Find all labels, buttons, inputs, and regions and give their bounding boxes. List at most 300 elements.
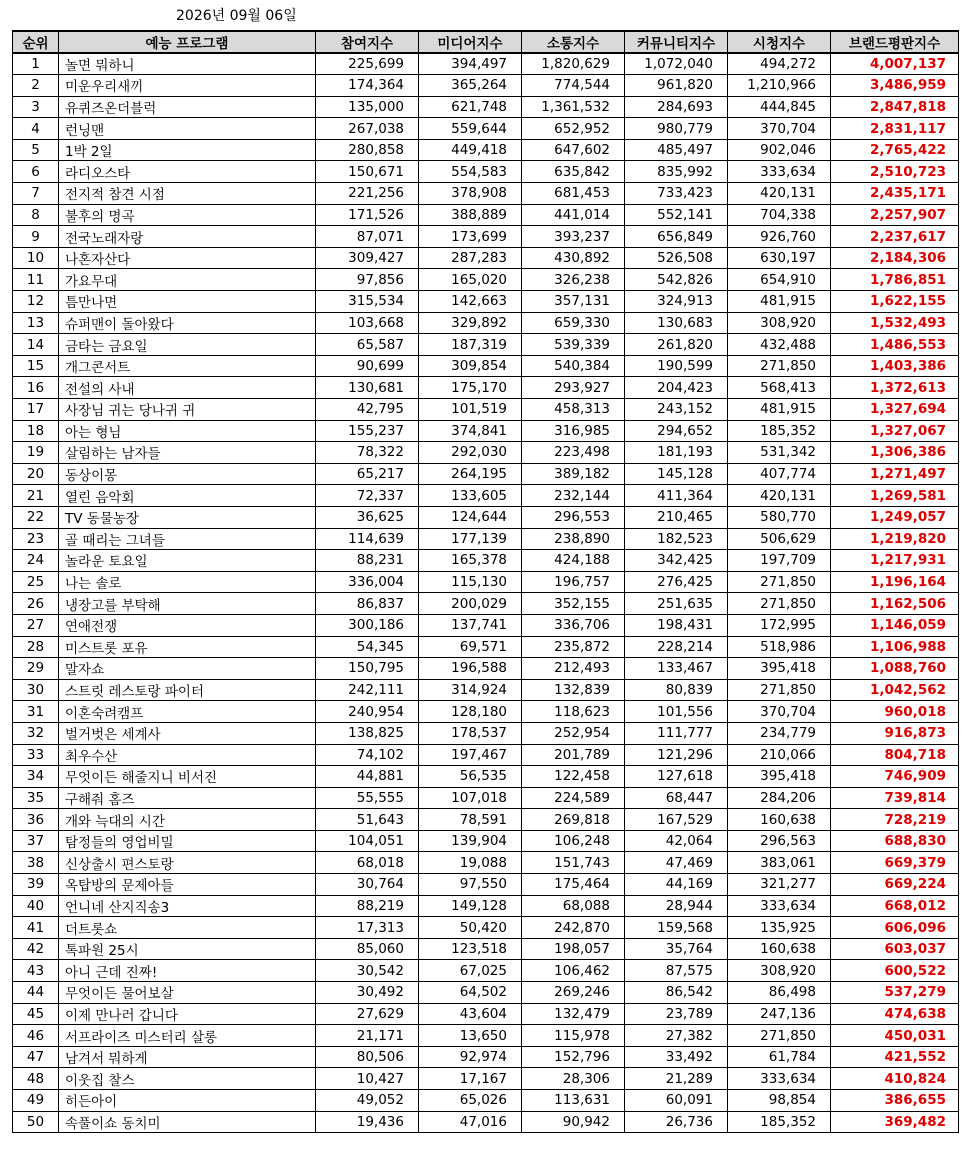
media-cell: 149,128 bbox=[419, 895, 522, 917]
viewing-cell: 160,638 bbox=[728, 809, 831, 831]
communication-cell: 458,313 bbox=[522, 399, 625, 421]
brand-reputation-cell: 603,037 bbox=[831, 938, 959, 960]
participation-cell: 19,436 bbox=[316, 1111, 419, 1133]
community-cell: 228,214 bbox=[625, 636, 728, 658]
participation-cell: 80,506 bbox=[316, 1046, 419, 1068]
media-cell: 374,841 bbox=[419, 420, 522, 442]
program-name-cell: 아는 형님 bbox=[59, 420, 316, 442]
communication-cell: 28,306 bbox=[522, 1068, 625, 1090]
table-row bbox=[13, 550, 959, 572]
communication-cell: 106,462 bbox=[522, 960, 625, 982]
participation-cell: 221,256 bbox=[316, 183, 419, 205]
table-row bbox=[13, 658, 959, 680]
brand-reputation-cell: 1,106,988 bbox=[831, 636, 959, 658]
communication-cell: 252,954 bbox=[522, 722, 625, 744]
community-cell: 101,556 bbox=[625, 701, 728, 723]
brand-reputation-cell: 450,031 bbox=[831, 1025, 959, 1047]
media-cell: 394,497 bbox=[419, 53, 522, 75]
viewing-cell: 284,206 bbox=[728, 787, 831, 809]
brand-reputation-cell: 916,873 bbox=[831, 722, 959, 744]
header-brand-reputation: 브랜드평판지수 bbox=[831, 31, 959, 53]
brand-reputation-cell: 728,219 bbox=[831, 809, 959, 831]
table-row bbox=[13, 204, 959, 226]
participation-cell: 65,587 bbox=[316, 334, 419, 356]
community-cell: 342,425 bbox=[625, 550, 728, 572]
rank-cell: 16 bbox=[13, 377, 59, 399]
rank-cell: 7 bbox=[13, 183, 59, 205]
participation-cell: 72,337 bbox=[316, 485, 419, 507]
community-cell: 127,618 bbox=[625, 766, 728, 788]
community-cell: 198,431 bbox=[625, 614, 728, 636]
viewing-cell: 481,915 bbox=[728, 291, 831, 313]
community-cell: 23,789 bbox=[625, 1003, 728, 1025]
media-cell: 388,889 bbox=[419, 204, 522, 226]
media-cell: 554,583 bbox=[419, 161, 522, 183]
rank-cell: 40 bbox=[13, 895, 59, 917]
participation-cell: 300,186 bbox=[316, 614, 419, 636]
community-cell: 204,423 bbox=[625, 377, 728, 399]
rank-cell: 23 bbox=[13, 528, 59, 550]
community-cell: 552,141 bbox=[625, 204, 728, 226]
viewing-cell: 333,634 bbox=[728, 895, 831, 917]
header-community: 커뮤니티지수 bbox=[625, 31, 728, 53]
table-row bbox=[13, 852, 959, 874]
program-name-cell: 1박 2일 bbox=[59, 139, 316, 161]
rank-cell: 9 bbox=[13, 226, 59, 248]
media-cell: 78,591 bbox=[419, 809, 522, 831]
brand-reputation-cell: 739,814 bbox=[831, 787, 959, 809]
table-row bbox=[13, 766, 959, 788]
rank-cell: 37 bbox=[13, 830, 59, 852]
communication-cell: 659,330 bbox=[522, 312, 625, 334]
viewing-cell: 1,210,966 bbox=[728, 75, 831, 97]
brand-reputation-cell: 1,786,851 bbox=[831, 269, 959, 291]
community-cell: 526,508 bbox=[625, 247, 728, 269]
media-cell: 329,892 bbox=[419, 312, 522, 334]
communication-cell: 441,014 bbox=[522, 204, 625, 226]
participation-cell: 78,322 bbox=[316, 442, 419, 464]
rank-cell: 47 bbox=[13, 1046, 59, 1068]
table-row bbox=[13, 571, 959, 593]
media-cell: 139,904 bbox=[419, 830, 522, 852]
viewing-cell: 296,563 bbox=[728, 830, 831, 852]
media-cell: 187,319 bbox=[419, 334, 522, 356]
table-row bbox=[13, 830, 959, 852]
viewing-cell: 370,704 bbox=[728, 701, 831, 723]
table-row bbox=[13, 1111, 959, 1133]
participation-cell: 130,681 bbox=[316, 377, 419, 399]
table-row bbox=[13, 1025, 959, 1047]
community-cell: 133,467 bbox=[625, 658, 728, 680]
community-cell: 485,497 bbox=[625, 139, 728, 161]
media-cell: 165,020 bbox=[419, 269, 522, 291]
program-name-cell: 놀라운 토요일 bbox=[59, 550, 316, 572]
communication-cell: 196,757 bbox=[522, 571, 625, 593]
community-cell: 210,465 bbox=[625, 506, 728, 528]
community-cell: 181,193 bbox=[625, 442, 728, 464]
brand-reputation-cell: 474,638 bbox=[831, 1003, 959, 1025]
program-name-cell: 스트릿 레스토랑 파이터 bbox=[59, 679, 316, 701]
participation-cell: 85,060 bbox=[316, 938, 419, 960]
brand-reputation-cell: 2,510,723 bbox=[831, 161, 959, 183]
communication-cell: 316,985 bbox=[522, 420, 625, 442]
table-row bbox=[13, 247, 959, 269]
rank-cell: 35 bbox=[13, 787, 59, 809]
rank-cell: 29 bbox=[13, 658, 59, 680]
brand-reputation-cell: 2,765,422 bbox=[831, 139, 959, 161]
media-cell: 50,420 bbox=[419, 917, 522, 939]
participation-cell: 336,004 bbox=[316, 571, 419, 593]
table-row bbox=[13, 183, 959, 205]
program-name-cell: 골 때리는 그녀들 bbox=[59, 528, 316, 550]
media-cell: 65,026 bbox=[419, 1090, 522, 1112]
brand-reputation-cell: 1,217,931 bbox=[831, 550, 959, 572]
program-name-cell: 개와 늑대의 시간 bbox=[59, 809, 316, 831]
brand-reputation-cell: 2,831,117 bbox=[831, 118, 959, 140]
brand-reputation-cell: 960,018 bbox=[831, 701, 959, 723]
brand-reputation-cell: 1,196,164 bbox=[831, 571, 959, 593]
community-cell: 1,072,040 bbox=[625, 53, 728, 75]
participation-cell: 49,052 bbox=[316, 1090, 419, 1112]
media-cell: 196,588 bbox=[419, 658, 522, 680]
communication-cell: 389,182 bbox=[522, 463, 625, 485]
table-row bbox=[13, 1068, 959, 1090]
participation-cell: 225,699 bbox=[316, 53, 419, 75]
program-name-cell: 히든아이 bbox=[59, 1090, 316, 1112]
program-name-cell: 최우수산 bbox=[59, 744, 316, 766]
participation-cell: 87,071 bbox=[316, 226, 419, 248]
table-row bbox=[13, 442, 959, 464]
viewing-cell: 197,709 bbox=[728, 550, 831, 572]
table-row bbox=[13, 53, 959, 75]
participation-cell: 27,629 bbox=[316, 1003, 419, 1025]
communication-cell: 175,464 bbox=[522, 874, 625, 896]
table-row bbox=[13, 895, 959, 917]
table-row bbox=[13, 161, 959, 183]
viewing-cell: 308,920 bbox=[728, 312, 831, 334]
communication-cell: 540,384 bbox=[522, 355, 625, 377]
community-cell: 980,779 bbox=[625, 118, 728, 140]
brand-reputation-cell: 1,269,581 bbox=[831, 485, 959, 507]
participation-cell: 135,000 bbox=[316, 96, 419, 118]
participation-cell: 44,881 bbox=[316, 766, 419, 788]
participation-cell: 97,856 bbox=[316, 269, 419, 291]
rank-cell: 42 bbox=[13, 938, 59, 960]
brand-reputation-cell: 804,718 bbox=[831, 744, 959, 766]
program-name-cell: 벌거벗은 세계사 bbox=[59, 722, 316, 744]
table-row bbox=[13, 291, 959, 313]
viewing-cell: 902,046 bbox=[728, 139, 831, 161]
community-cell: 35,764 bbox=[625, 938, 728, 960]
viewing-cell: 383,061 bbox=[728, 852, 831, 874]
community-cell: 130,683 bbox=[625, 312, 728, 334]
participation-cell: 42,795 bbox=[316, 399, 419, 421]
viewing-cell: 432,488 bbox=[728, 334, 831, 356]
table-row bbox=[13, 679, 959, 701]
rank-cell: 21 bbox=[13, 485, 59, 507]
viewing-cell: 518,986 bbox=[728, 636, 831, 658]
media-cell: 309,854 bbox=[419, 355, 522, 377]
communication-cell: 774,544 bbox=[522, 75, 625, 97]
viewing-cell: 420,131 bbox=[728, 485, 831, 507]
media-cell: 173,699 bbox=[419, 226, 522, 248]
brand-reputation-cell: 1,403,386 bbox=[831, 355, 959, 377]
rank-cell: 11 bbox=[13, 269, 59, 291]
brand-reputation-cell: 1,622,155 bbox=[831, 291, 959, 313]
rank-cell: 12 bbox=[13, 291, 59, 313]
media-cell: 365,264 bbox=[419, 75, 522, 97]
viewing-cell: 247,136 bbox=[728, 1003, 831, 1025]
community-cell: 26,736 bbox=[625, 1111, 728, 1133]
community-cell: 80,839 bbox=[625, 679, 728, 701]
table-row bbox=[13, 636, 959, 658]
header-media: 미디어지수 bbox=[419, 31, 522, 53]
media-cell: 69,571 bbox=[419, 636, 522, 658]
media-cell: 67,025 bbox=[419, 960, 522, 982]
media-cell: 123,518 bbox=[419, 938, 522, 960]
media-cell: 64,502 bbox=[419, 982, 522, 1004]
community-cell: 324,913 bbox=[625, 291, 728, 313]
rank-cell: 15 bbox=[13, 355, 59, 377]
media-cell: 292,030 bbox=[419, 442, 522, 464]
program-name-cell: 나혼자산다 bbox=[59, 247, 316, 269]
viewing-cell: 395,418 bbox=[728, 766, 831, 788]
participation-cell: 30,492 bbox=[316, 982, 419, 1004]
communication-cell: 336,706 bbox=[522, 614, 625, 636]
program-name-cell: 서프라이즈 미스터리 살롱 bbox=[59, 1025, 316, 1047]
viewing-cell: 580,770 bbox=[728, 506, 831, 528]
brand-reputation-cell: 606,096 bbox=[831, 917, 959, 939]
communication-cell: 352,155 bbox=[522, 593, 625, 615]
rank-cell: 26 bbox=[13, 593, 59, 615]
program-name-cell: TV 동물농장 bbox=[59, 506, 316, 528]
rank-cell: 5 bbox=[13, 139, 59, 161]
communication-cell: 296,553 bbox=[522, 506, 625, 528]
viewing-cell: 271,850 bbox=[728, 571, 831, 593]
viewing-cell: 160,638 bbox=[728, 938, 831, 960]
table-body bbox=[13, 53, 959, 1133]
viewing-cell: 86,498 bbox=[728, 982, 831, 1004]
brand-reputation-cell: 1,042,562 bbox=[831, 679, 959, 701]
viewing-cell: 494,272 bbox=[728, 53, 831, 75]
community-cell: 159,568 bbox=[625, 917, 728, 939]
viewing-cell: 271,850 bbox=[728, 355, 831, 377]
brand-reputation-cell: 3,486,959 bbox=[831, 75, 959, 97]
community-cell: 86,542 bbox=[625, 982, 728, 1004]
community-cell: 27,382 bbox=[625, 1025, 728, 1047]
participation-cell: 51,643 bbox=[316, 809, 419, 831]
viewing-cell: 370,704 bbox=[728, 118, 831, 140]
program-name-cell: 전지적 참견 시점 bbox=[59, 183, 316, 205]
communication-cell: 235,872 bbox=[522, 636, 625, 658]
program-name-cell: 놀면 뭐하니 bbox=[59, 53, 316, 75]
community-cell: 33,492 bbox=[625, 1046, 728, 1068]
viewing-cell: 654,910 bbox=[728, 269, 831, 291]
media-cell: 175,170 bbox=[419, 377, 522, 399]
table-row bbox=[13, 463, 959, 485]
brand-reputation-cell: 386,655 bbox=[831, 1090, 959, 1112]
community-cell: 835,992 bbox=[625, 161, 728, 183]
media-cell: 17,167 bbox=[419, 1068, 522, 1090]
header-participation: 참여지수 bbox=[316, 31, 419, 53]
media-cell: 314,924 bbox=[419, 679, 522, 701]
brand-reputation-cell: 2,257,907 bbox=[831, 204, 959, 226]
viewing-cell: 210,066 bbox=[728, 744, 831, 766]
community-cell: 145,128 bbox=[625, 463, 728, 485]
viewing-cell: 185,352 bbox=[728, 420, 831, 442]
community-cell: 44,169 bbox=[625, 874, 728, 896]
media-cell: 13,650 bbox=[419, 1025, 522, 1047]
rank-cell: 32 bbox=[13, 722, 59, 744]
table-row bbox=[13, 485, 959, 507]
header-rank: 순위 bbox=[13, 31, 59, 53]
rank-cell: 14 bbox=[13, 334, 59, 356]
communication-cell: 232,144 bbox=[522, 485, 625, 507]
table-row bbox=[13, 377, 959, 399]
media-cell: 47,016 bbox=[419, 1111, 522, 1133]
brand-reputation-table bbox=[12, 30, 959, 1133]
communication-cell: 132,839 bbox=[522, 679, 625, 701]
table-row bbox=[13, 917, 959, 939]
media-cell: 97,550 bbox=[419, 874, 522, 896]
media-cell: 142,663 bbox=[419, 291, 522, 313]
community-cell: 284,693 bbox=[625, 96, 728, 118]
participation-cell: 114,639 bbox=[316, 528, 419, 550]
program-name-cell: 슈퍼맨이 돌아왔다 bbox=[59, 312, 316, 334]
community-cell: 68,447 bbox=[625, 787, 728, 809]
rank-cell: 4 bbox=[13, 118, 59, 140]
brand-reputation-cell: 1,162,506 bbox=[831, 593, 959, 615]
report-date: 2026년 09월 06일 bbox=[176, 8, 297, 24]
table-row bbox=[13, 701, 959, 723]
program-name-cell: 구해줘 홈즈 bbox=[59, 787, 316, 809]
table-row bbox=[13, 722, 959, 744]
program-name-cell: 냉장고를 부탁해 bbox=[59, 593, 316, 615]
participation-cell: 30,542 bbox=[316, 960, 419, 982]
participation-cell: 90,699 bbox=[316, 355, 419, 377]
table-row bbox=[13, 787, 959, 809]
table-row bbox=[13, 528, 959, 550]
viewing-cell: 321,277 bbox=[728, 874, 831, 896]
program-name-cell: 라디오스타 bbox=[59, 161, 316, 183]
rank-cell: 50 bbox=[13, 1111, 59, 1133]
participation-cell: 240,954 bbox=[316, 701, 419, 723]
program-name-cell: 아니 근데 진짜! bbox=[59, 960, 316, 982]
table-row bbox=[13, 1003, 959, 1025]
media-cell: 128,180 bbox=[419, 701, 522, 723]
communication-cell: 198,057 bbox=[522, 938, 625, 960]
brand-reputation-cell: 1,486,553 bbox=[831, 334, 959, 356]
participation-cell: 103,668 bbox=[316, 312, 419, 334]
rank-cell: 46 bbox=[13, 1025, 59, 1047]
rank-cell: 20 bbox=[13, 463, 59, 485]
brand-reputation-cell: 668,012 bbox=[831, 895, 959, 917]
brand-reputation-cell: 537,279 bbox=[831, 982, 959, 1004]
brand-reputation-cell: 1,327,694 bbox=[831, 399, 959, 421]
viewing-cell: 271,850 bbox=[728, 679, 831, 701]
rank-cell: 6 bbox=[13, 161, 59, 183]
table-row bbox=[13, 593, 959, 615]
brand-reputation-cell: 669,224 bbox=[831, 874, 959, 896]
media-cell: 559,644 bbox=[419, 118, 522, 140]
rank-cell: 45 bbox=[13, 1003, 59, 1025]
table-row bbox=[13, 139, 959, 161]
viewing-cell: 506,629 bbox=[728, 528, 831, 550]
participation-cell: 54,345 bbox=[316, 636, 419, 658]
table-row bbox=[13, 1046, 959, 1068]
media-cell: 200,029 bbox=[419, 593, 522, 615]
program-name-cell: 틈만나면 bbox=[59, 291, 316, 313]
program-name-cell: 더트롯쇼 bbox=[59, 917, 316, 939]
table-row bbox=[13, 938, 959, 960]
communication-cell: 326,238 bbox=[522, 269, 625, 291]
media-cell: 56,535 bbox=[419, 766, 522, 788]
program-name-cell: 개그콘서트 bbox=[59, 355, 316, 377]
communication-cell: 652,952 bbox=[522, 118, 625, 140]
participation-cell: 86,837 bbox=[316, 593, 419, 615]
table-row bbox=[13, 982, 959, 1004]
participation-cell: 155,237 bbox=[316, 420, 419, 442]
communication-cell: 132,479 bbox=[522, 1003, 625, 1025]
participation-cell: 36,625 bbox=[316, 506, 419, 528]
program-name-cell: 열린 음악회 bbox=[59, 485, 316, 507]
communication-cell: 635,842 bbox=[522, 161, 625, 183]
media-cell: 177,139 bbox=[419, 528, 522, 550]
brand-reputation-cell: 369,482 bbox=[831, 1111, 959, 1133]
participation-cell: 88,219 bbox=[316, 895, 419, 917]
rank-cell: 3 bbox=[13, 96, 59, 118]
viewing-cell: 420,131 bbox=[728, 183, 831, 205]
header-viewing: 시청지수 bbox=[728, 31, 831, 53]
communication-cell: 242,870 bbox=[522, 917, 625, 939]
table-row bbox=[13, 226, 959, 248]
communication-cell: 151,743 bbox=[522, 852, 625, 874]
brand-reputation-cell: 746,909 bbox=[831, 766, 959, 788]
program-name-cell: 속풀이쇼 동치미 bbox=[59, 1111, 316, 1133]
viewing-cell: 407,774 bbox=[728, 463, 831, 485]
program-name-cell: 연애전쟁 bbox=[59, 614, 316, 636]
brand-reputation-cell: 410,824 bbox=[831, 1068, 959, 1090]
table-header-row bbox=[13, 31, 959, 53]
community-cell: 42,064 bbox=[625, 830, 728, 852]
brand-reputation-cell: 1,306,386 bbox=[831, 442, 959, 464]
communication-cell: 201,789 bbox=[522, 744, 625, 766]
communication-cell: 539,339 bbox=[522, 334, 625, 356]
program-name-cell: 가요무대 bbox=[59, 269, 316, 291]
program-name-cell: 무엇이든 물어보살 bbox=[59, 982, 316, 1004]
media-cell: 449,418 bbox=[419, 139, 522, 161]
rank-cell: 30 bbox=[13, 679, 59, 701]
table-row bbox=[13, 118, 959, 140]
media-cell: 133,605 bbox=[419, 485, 522, 507]
rank-cell: 43 bbox=[13, 960, 59, 982]
media-cell: 137,741 bbox=[419, 614, 522, 636]
brand-reputation-cell: 1,249,057 bbox=[831, 506, 959, 528]
media-cell: 178,537 bbox=[419, 722, 522, 744]
community-cell: 251,635 bbox=[625, 593, 728, 615]
communication-cell: 269,818 bbox=[522, 809, 625, 831]
brand-reputation-cell: 1,271,497 bbox=[831, 463, 959, 485]
participation-cell: 150,671 bbox=[316, 161, 419, 183]
brand-reputation-cell: 1,532,493 bbox=[831, 312, 959, 334]
communication-cell: 424,188 bbox=[522, 550, 625, 572]
rank-cell: 38 bbox=[13, 852, 59, 874]
viewing-cell: 98,854 bbox=[728, 1090, 831, 1112]
community-cell: 190,599 bbox=[625, 355, 728, 377]
table-row bbox=[13, 312, 959, 334]
community-cell: 656,849 bbox=[625, 226, 728, 248]
communication-cell: 115,978 bbox=[522, 1025, 625, 1047]
